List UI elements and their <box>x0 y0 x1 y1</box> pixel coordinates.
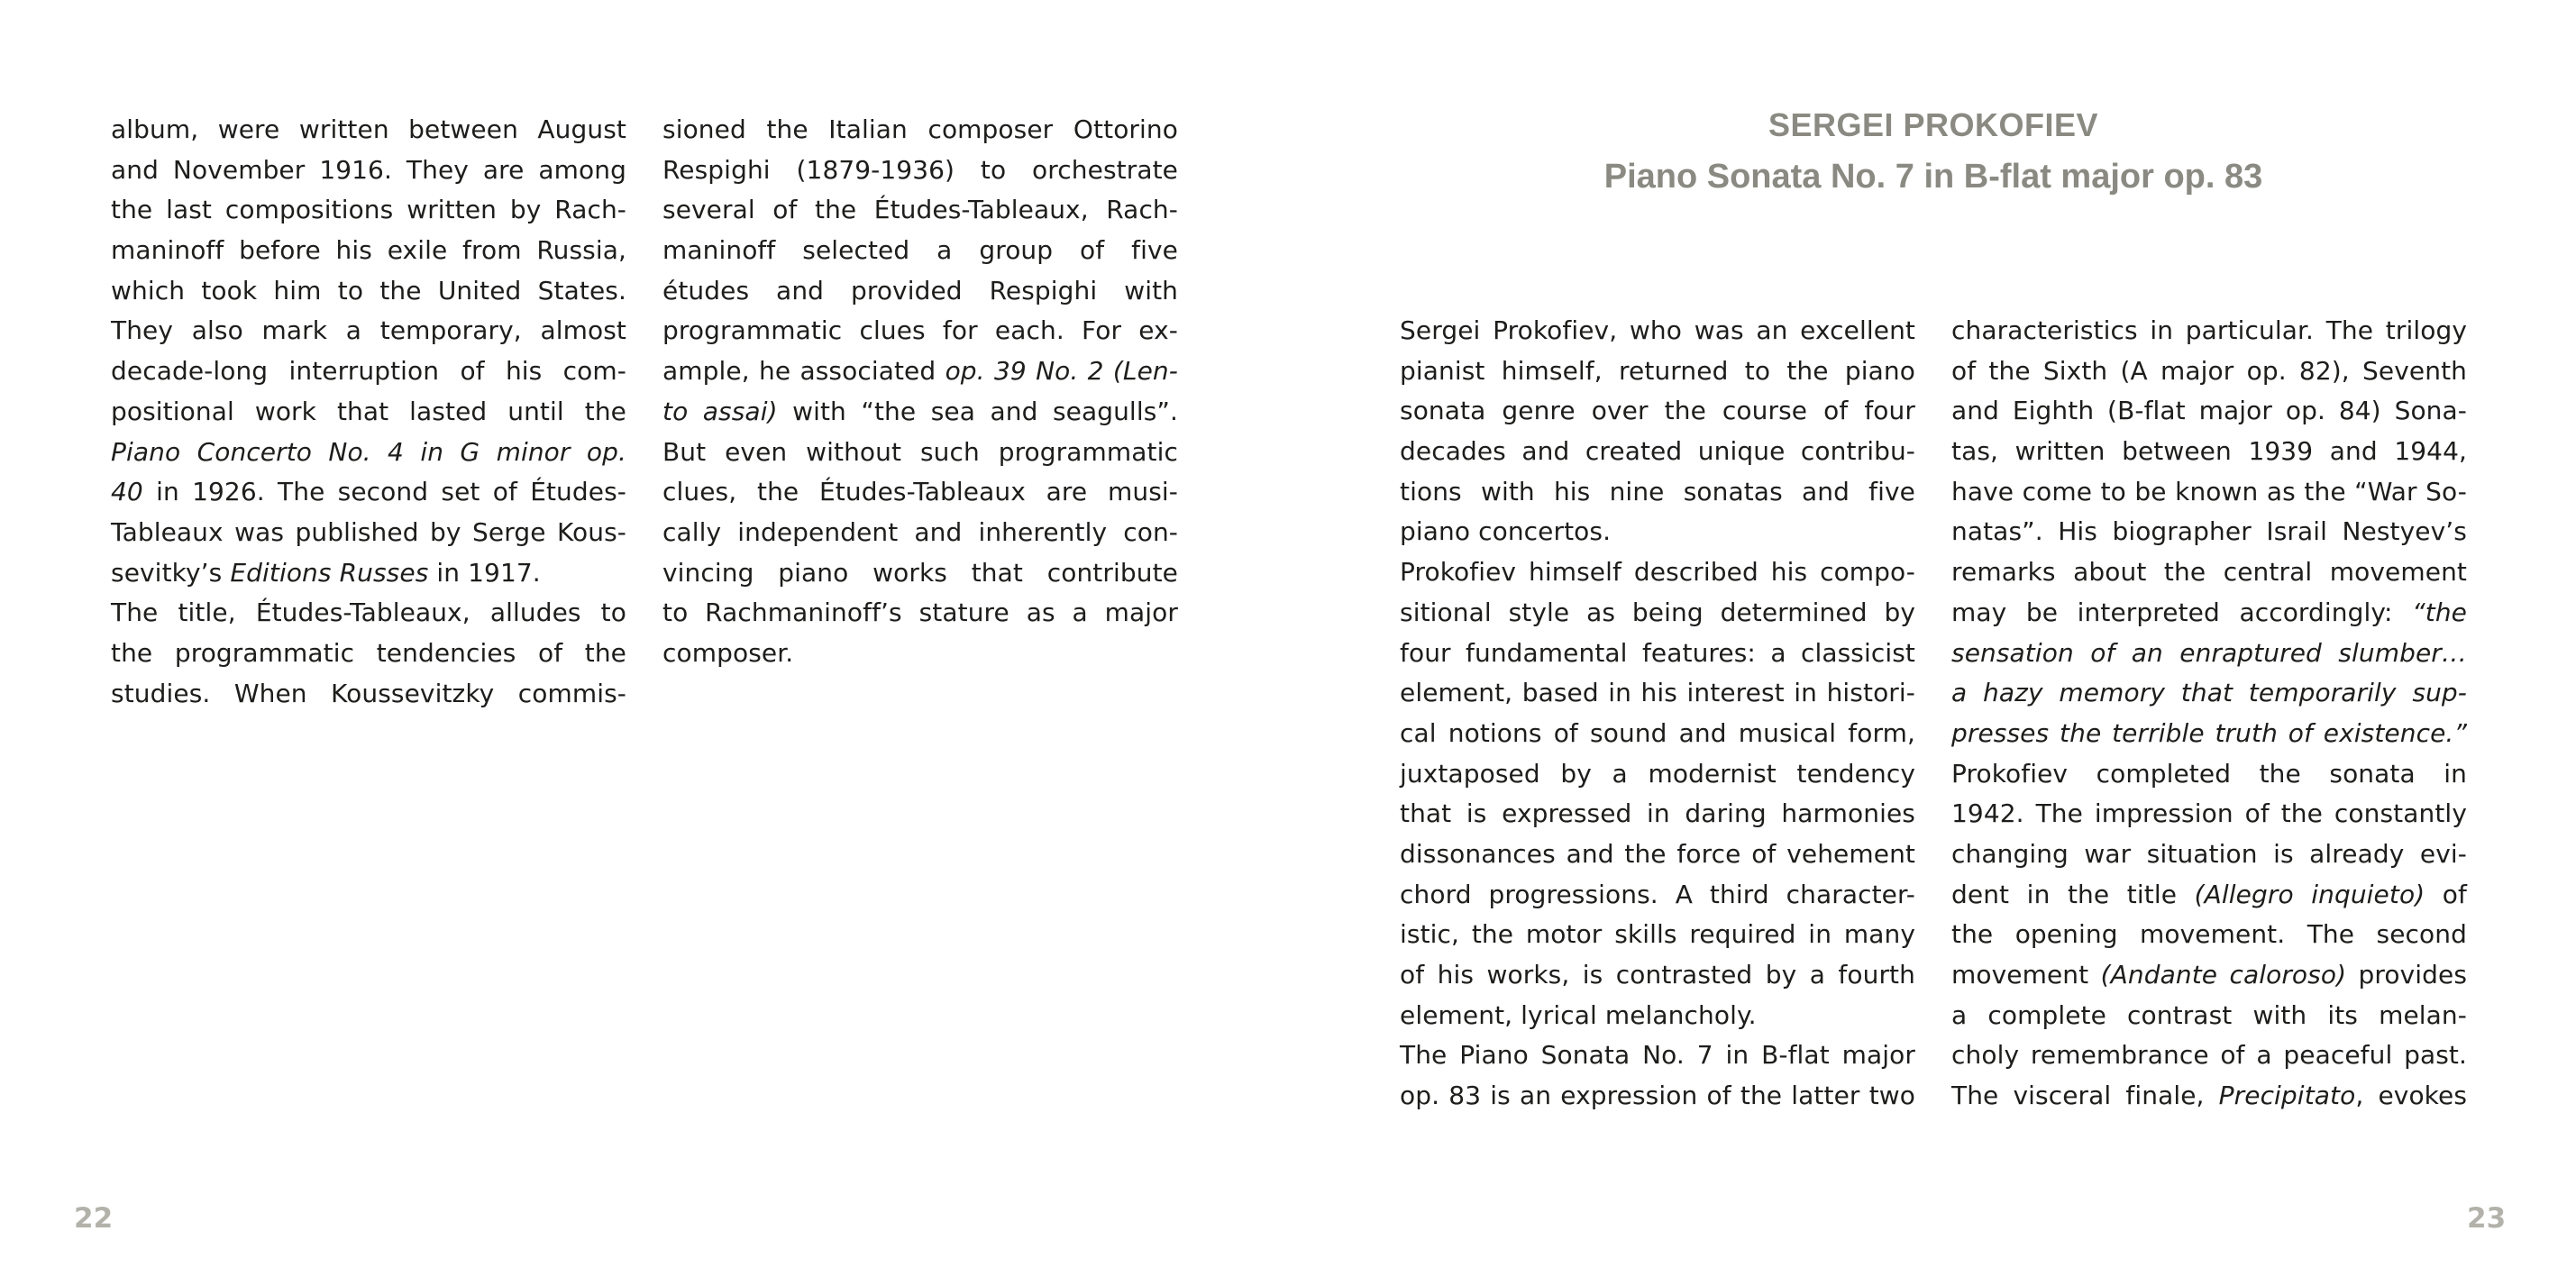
text-run: istic, the motor skills required in many <box>1400 919 1915 950</box>
text-run: op. 83 is an expression of the latter two <box>1400 1081 1915 1111</box>
text-run: and Eighth (B-flat major op. 84) Sona- <box>1951 396 2467 426</box>
italic-text: op. 39 No. 2 (Len- <box>945 356 1178 387</box>
text-column-1 <box>111 110 626 714</box>
italic-text: sensation of an enraptured slumber… <box>1951 637 2467 668</box>
text-column-2 <box>662 110 1178 674</box>
text-line <box>662 593 1178 634</box>
text-run: programmatic clues for each. For ex- <box>662 315 1178 346</box>
text-run: changing war situation is already evi- <box>1951 838 2467 869</box>
text-line <box>111 151 626 191</box>
text-run: in 1917. <box>428 557 541 588</box>
text-run: Sergei Prokofiev, who was an excellent <box>1400 315 1915 345</box>
text-run: maninoff before his exile from Russia, <box>111 235 626 266</box>
text-line <box>1400 955 1915 996</box>
text-run: piano concertos. <box>1400 516 1612 547</box>
text-run: of the Sixth (A major op. 82), Seventh <box>1951 355 2467 386</box>
italic-text: presses the terrible truth of existence.” <box>1951 717 2467 748</box>
text-column-4 <box>1951 311 2467 1117</box>
text-line <box>1400 512 1915 552</box>
text-run: decades and created unique contribu- <box>1400 436 1915 467</box>
text-line <box>1400 835 1915 875</box>
text-line <box>1400 915 1915 955</box>
text-run: sevitky’s <box>111 557 231 588</box>
text-run: movement <box>1951 960 2101 990</box>
italic-text: Piano Concerto No. 4 in G minor op. <box>111 436 626 467</box>
text-line <box>1400 754 1915 795</box>
text-line <box>1400 1076 1915 1117</box>
text-line <box>111 674 626 715</box>
text-line <box>1951 754 2467 795</box>
text-line <box>1951 1076 2467 1117</box>
text-run: composer. <box>662 637 794 668</box>
text-run: with “the sea and seagulls”. <box>777 396 1178 426</box>
text-run: in 1926. The second set of Études- <box>142 477 626 507</box>
text-line <box>662 311 1178 351</box>
text-run: chord progressions. A third character- <box>1400 879 1915 909</box>
text-run: album, were written between August <box>111 114 626 144</box>
text-line <box>1951 634 2467 674</box>
text-line <box>1951 996 2467 1036</box>
text-line <box>1400 432 1915 472</box>
text-line <box>1400 311 1915 351</box>
text-run: 1942. The impression of the constantly <box>1951 798 2467 829</box>
text-line <box>1400 634 1915 674</box>
text-run: the opening movement. The second <box>1951 919 2467 950</box>
text-line <box>1400 593 1915 634</box>
text-run: Prokofiev completed the sonata in <box>1951 758 2467 789</box>
italic-text: (Allegro inquieto) <box>2194 879 2425 909</box>
text-line <box>662 392 1178 433</box>
text-line <box>111 513 626 553</box>
text-line <box>1400 875 1915 916</box>
text-line <box>1951 512 2467 552</box>
italic-text: “the <box>2412 597 2467 627</box>
work-title-heading: Piano Sonata No. 7 in B-flat major op. 83 <box>1603 158 2263 196</box>
text-run: element, based in his interest in histori- <box>1400 678 1915 708</box>
text-run: Prokofiev himself described his compo- <box>1400 557 1915 588</box>
text-line <box>111 110 626 151</box>
text-line <box>662 351 1178 392</box>
text-line <box>111 553 626 594</box>
text-run: , evokes <box>2355 1081 2468 1111</box>
text-line <box>111 271 626 312</box>
text-line <box>111 311 626 351</box>
text-line <box>111 433 626 473</box>
text-line <box>1951 875 2467 916</box>
text-line <box>1400 794 1915 835</box>
text-run: Tableaux was published by Serge Kous- <box>111 516 626 547</box>
text-run: Respighi (1879-1936) to orchestrate <box>662 154 1178 185</box>
text-line <box>662 110 1178 151</box>
text-run: the last compositions written by Rach- <box>111 195 626 225</box>
text-column-3 <box>1400 311 1915 1117</box>
text-run: pianist himself, returned to the piano <box>1400 355 1915 386</box>
page-number-right: 23 <box>2467 1202 2507 1235</box>
text-run: and November 1916. They are among <box>111 154 626 185</box>
text-line <box>1400 391 1915 432</box>
text-run: sioned the Italian composer Ottorino <box>662 114 1178 144</box>
text-run: cal notions of sound and musical form, <box>1400 717 1915 748</box>
italic-text: Precipitato <box>2218 1081 2356 1111</box>
text-line <box>1951 472 2467 513</box>
text-line <box>1951 835 2467 875</box>
text-line <box>111 190 626 231</box>
text-run: dent in the title <box>1951 879 2195 909</box>
text-line <box>1400 673 1915 714</box>
text-line <box>1951 552 2467 593</box>
text-line <box>1951 593 2467 634</box>
text-run: may be interpreted accordingly: <box>1951 597 2413 627</box>
text-run: ample, he associated <box>662 356 945 387</box>
page-number-left: 22 <box>74 1202 114 1235</box>
text-line <box>662 271 1178 312</box>
text-line <box>1951 1035 2467 1076</box>
text-run: characteristics in particular. The trilogy <box>1951 315 2467 345</box>
text-line <box>1400 1035 1915 1076</box>
text-line <box>662 513 1178 553</box>
text-line <box>1400 714 1915 754</box>
italic-text: a hazy memory that temporarily sup- <box>1951 678 2467 708</box>
text-line <box>1951 432 2467 472</box>
text-line <box>662 190 1178 231</box>
text-run: provides <box>2346 960 2468 990</box>
text-run: The title, Études-Tableaux, alludes to <box>111 597 626 628</box>
text-line <box>1951 955 2467 996</box>
text-run: natas”. His biographer Israil Nestyev’s <box>1951 516 2467 547</box>
text-line <box>111 392 626 433</box>
text-run: that is expressed in daring harmonies <box>1400 798 1915 829</box>
text-run: four fundamental features: a classicist <box>1400 637 1915 668</box>
text-run: remarks about the central movement <box>1951 557 2467 588</box>
text-run: juxtaposed by a modernist tendency <box>1400 758 1915 789</box>
text-run: clues, the Études-Tableaux are musi- <box>662 477 1178 507</box>
text-run: several of the Études-Tableaux, Rach- <box>662 195 1178 225</box>
text-run: of his works, is contrasted by a fourth <box>1400 960 1915 990</box>
text-run: studies. When Koussevitzky commis- <box>111 678 626 708</box>
text-line <box>1951 311 2467 351</box>
text-line <box>1951 714 2467 754</box>
text-line <box>662 553 1178 594</box>
text-line <box>111 351 626 392</box>
italic-text: 40 <box>111 477 143 507</box>
text-line <box>1951 915 2467 955</box>
text-line <box>1951 794 2467 835</box>
text-line <box>1951 391 2467 432</box>
text-run: But even without such programmatic <box>662 436 1178 467</box>
text-run: The visceral finale, <box>1951 1081 2219 1111</box>
text-line <box>1400 996 1915 1036</box>
text-run: decade-long interruption of his com- <box>111 356 626 387</box>
text-run: They also mark a temporary, almost <box>111 315 626 346</box>
text-run: maninoff selected a group of five <box>662 235 1178 266</box>
text-line <box>662 472 1178 513</box>
italic-text: (Andante caloroso) <box>2100 960 2347 990</box>
text-run: sonata genre over the course of four <box>1400 396 1915 426</box>
text-run: The Piano Sonata No. 7 in B-flat major <box>1400 1040 1915 1071</box>
text-run: tions with his nine sonatas and five <box>1400 476 1915 506</box>
text-line <box>662 433 1178 473</box>
text-run: cally independent and inherently con- <box>662 516 1178 547</box>
text-run: études and provided Respighi with <box>662 275 1178 306</box>
text-line <box>662 151 1178 191</box>
text-run: tas, written between 1939 and 1944, <box>1951 436 2467 467</box>
text-run: element, lyrical melancholy. <box>1400 999 1757 1030</box>
text-run: sitional style as being determined by <box>1400 597 1915 627</box>
text-line <box>1951 673 2467 714</box>
text-run: choly remembrance of a peaceful past. <box>1951 1040 2467 1071</box>
text-line <box>111 634 626 674</box>
text-run: a complete contrast with its melan- <box>1951 999 2467 1030</box>
text-line <box>662 634 1178 674</box>
text-run: of <box>2425 879 2467 909</box>
text-run: have come to be known as the “War So- <box>1951 476 2467 506</box>
text-run: dissonances and the force of vehement <box>1400 838 1915 869</box>
italic-text: Editions Russes <box>230 557 429 588</box>
text-line <box>111 472 626 513</box>
text-line <box>1400 552 1915 593</box>
text-line <box>1400 351 1915 392</box>
text-line <box>662 231 1178 271</box>
text-line <box>111 593 626 634</box>
text-run: the programmatic tendencies of the <box>111 637 626 668</box>
text-line <box>1951 351 2467 392</box>
text-line <box>111 231 626 271</box>
text-run: to Rachmaninoff’s stature as a major <box>662 597 1178 628</box>
text-run: positional work that lasted until the <box>111 396 626 426</box>
composer-heading: SERGEI PROKOFIEV <box>1768 106 2099 143</box>
text-run: which took him to the United States. <box>111 275 626 306</box>
italic-text: to assai) <box>662 396 778 426</box>
text-run: vincing piano works that contribute <box>662 557 1178 588</box>
text-line <box>1400 472 1915 513</box>
